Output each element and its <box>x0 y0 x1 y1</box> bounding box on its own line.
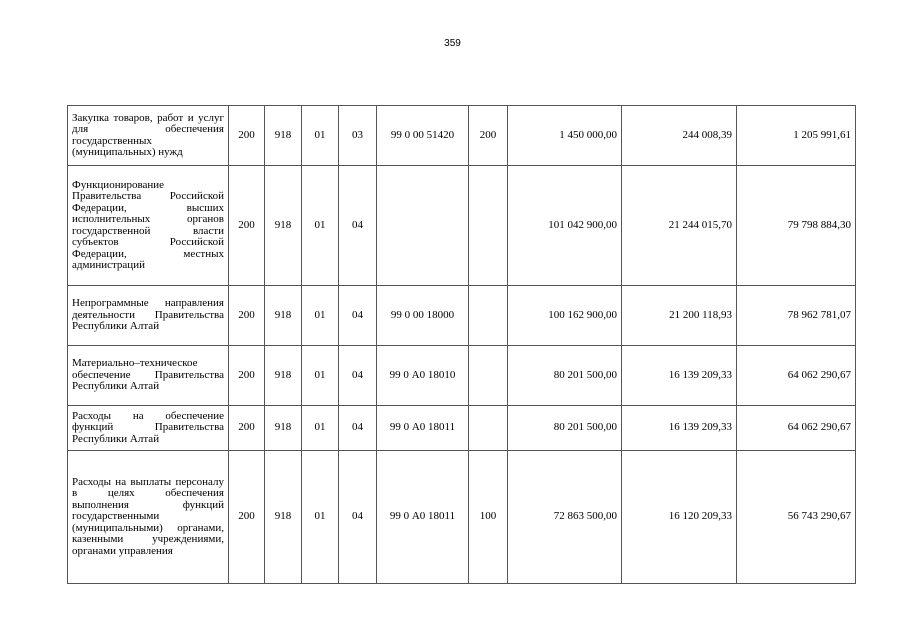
row-name: Материально–техническое обеспечение Правительства Республики Алтай <box>68 346 229 406</box>
executed-amount: 16 139 209,33 <box>622 406 737 451</box>
table-row <box>68 106 856 166</box>
approved-amount: 101 042 900,00 <box>508 166 622 286</box>
subsection-code: 04 <box>339 346 377 406</box>
admin-code: 200 <box>229 451 265 584</box>
table-row <box>68 406 856 451</box>
admin-code: 200 <box>229 106 265 166</box>
admin-code: 200 <box>229 346 265 406</box>
row-name: Функционирование Правительства Российской Федерации, высших исполнительных органов государственной власти субъектов Российской Федерации, местных администраций <box>68 166 229 286</box>
table-row <box>68 166 856 286</box>
executed-amount: 16 139 209,33 <box>622 346 737 406</box>
budget-table <box>67 105 856 584</box>
remainder-amount: 56 743 290,67 <box>737 451 856 584</box>
executed-amount: 244 008,39 <box>622 106 737 166</box>
target-code <box>377 166 469 286</box>
approved-amount: 1 450 000,00 <box>508 106 622 166</box>
dept-code: 918 <box>265 451 302 584</box>
admin-code: 200 <box>229 406 265 451</box>
page-number: 359 <box>444 38 461 49</box>
expense-type-code <box>469 286 508 346</box>
approved-amount: 80 201 500,00 <box>508 346 622 406</box>
expense-type-code <box>469 346 508 406</box>
row-name: Расходы на выплаты персоналу в целях обеспечения выполнения функций государственными (муниципальными) органами, казенными учреждениями, органами управления <box>68 451 229 584</box>
executed-amount: 21 244 015,70 <box>622 166 737 286</box>
subsection-code: 04 <box>339 286 377 346</box>
approved-amount: 80 201 500,00 <box>508 406 622 451</box>
section-code: 01 <box>302 451 339 584</box>
section-code: 01 <box>302 286 339 346</box>
subsection-code: 04 <box>339 451 377 584</box>
subsection-code: 03 <box>339 106 377 166</box>
target-code: 99 0 00 51420 <box>377 106 469 166</box>
row-name: Закупка товаров, работ и услуг для обеспечения государственных (муниципальных) нужд <box>68 106 229 166</box>
remainder-amount: 1 205 991,61 <box>737 106 856 166</box>
dept-code: 918 <box>265 406 302 451</box>
remainder-amount: 78 962 781,07 <box>737 286 856 346</box>
subsection-code: 04 <box>339 166 377 286</box>
table-row <box>68 346 856 406</box>
admin-code: 200 <box>229 166 265 286</box>
target-code: 99 0 А0 18010 <box>377 346 469 406</box>
expense-type-code <box>469 166 508 286</box>
row-name: Расходы на обеспечение функций Правительства Республики Алтай <box>68 406 229 451</box>
subsection-code: 04 <box>339 406 377 451</box>
approved-amount: 100 162 900,00 <box>508 286 622 346</box>
target-code: 99 0 00 18000 <box>377 286 469 346</box>
target-code: 99 0 А0 18011 <box>377 451 469 584</box>
row-name: Непрограммные направления деятельности Правительства Республики Алтай <box>68 286 229 346</box>
dept-code: 918 <box>265 286 302 346</box>
executed-amount: 21 200 118,93 <box>622 286 737 346</box>
table-row <box>68 286 856 346</box>
remainder-amount: 79 798 884,30 <box>737 166 856 286</box>
expense-type-code <box>469 406 508 451</box>
dept-code: 918 <box>265 106 302 166</box>
dept-code: 918 <box>265 166 302 286</box>
section-code: 01 <box>302 406 339 451</box>
approved-amount: 72 863 500,00 <box>508 451 622 584</box>
remainder-amount: 64 062 290,67 <box>737 406 856 451</box>
table-row <box>68 451 856 584</box>
remainder-amount: 64 062 290,67 <box>737 346 856 406</box>
section-code: 01 <box>302 166 339 286</box>
expense-type-code: 200 <box>469 106 508 166</box>
section-code: 01 <box>302 346 339 406</box>
section-code: 01 <box>302 106 339 166</box>
dept-code: 918 <box>265 346 302 406</box>
admin-code: 200 <box>229 286 265 346</box>
executed-amount: 16 120 209,33 <box>622 451 737 584</box>
expense-type-code: 100 <box>469 451 508 584</box>
target-code: 99 0 А0 18011 <box>377 406 469 451</box>
